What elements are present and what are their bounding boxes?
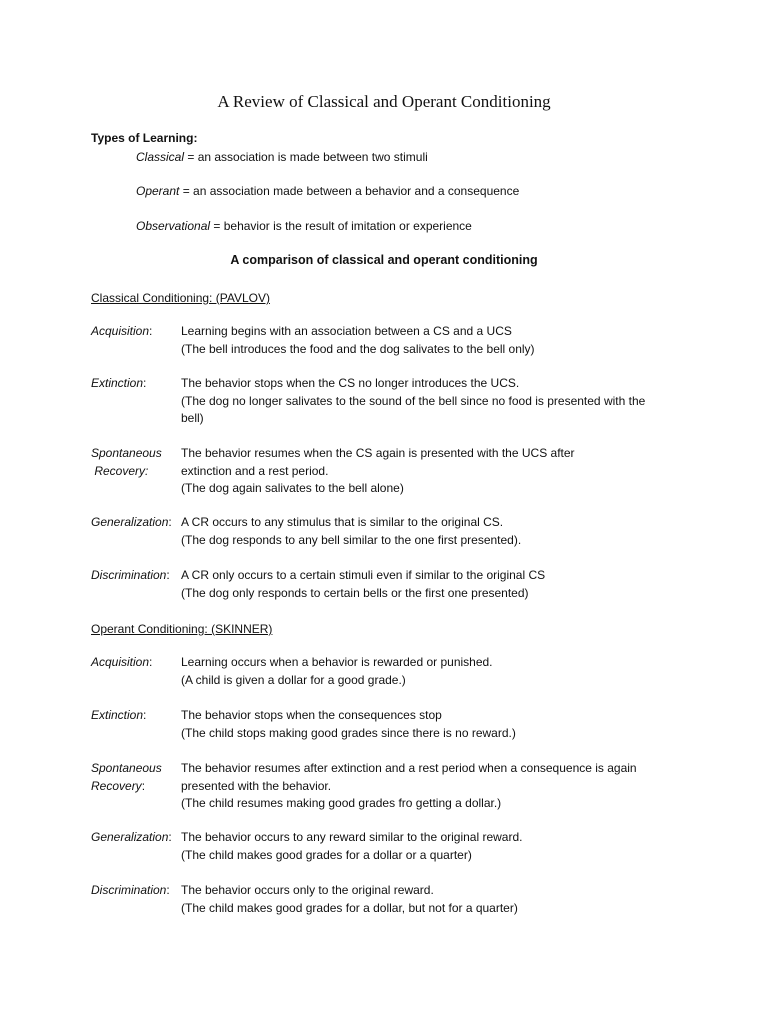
type-def: = an association made between a behavior and a consequence	[179, 184, 520, 198]
operant-term-spontaneous: Spontaneous Recovery:	[91, 761, 162, 793]
operant-term-discrimination: Discrimination:	[91, 883, 170, 897]
operant-term-extinction: Extinction:	[91, 708, 147, 722]
classical-term-discrimination: Discrimination:	[91, 568, 170, 582]
classical-term-extinction: Extinction:	[91, 376, 147, 390]
comparison-heading: A comparison of classical and operant conditioning	[230, 253, 538, 267]
operant-desc-discrimination: The behavior occurs only to the original reward. (The child makes good grades for a dollar, but not for a quarter)	[181, 883, 518, 915]
operant-desc-spontaneous: The behavior resumes after extinction and a rest period when a consequence is again presented with the behavior. (The child resumes making good grades fro getting a dollar.)	[181, 761, 637, 810]
classical-heading: Classical Conditioning: (PAVLOV)	[91, 291, 270, 305]
operant-heading: Operant Conditioning: (SKINNER)	[91, 622, 273, 636]
type-term: Classical	[136, 150, 185, 164]
type-def: = behavior is the result of imitation or experience	[210, 219, 472, 233]
page-title: A Review of Classical and Operant Conditioning	[217, 92, 551, 111]
types-heading: Types of Learning:	[91, 131, 198, 145]
operant-term-generalization: Generalization:	[91, 830, 172, 844]
classical-desc-discrimination: A CR only occurs to a certain stimuli even if similar to the original CS (The dog only responds to certain bells or the first one presented)	[181, 568, 546, 600]
classical-term-spontaneous: Spontaneous Recovery:	[91, 446, 162, 478]
type-term: Operant	[136, 184, 180, 198]
operant-desc-acquisition: Learning occurs when a behavior is rewarded or punished. (A child is given a dollar for a good grade.)	[181, 655, 493, 687]
operant-desc-generalization: The behavior occurs to any reward similar to the original reward. (The child makes good grades for a dollar or a quarter)	[181, 830, 523, 862]
classical-term-acquisition: Acquisition:	[91, 324, 153, 338]
type-classical	[136, 149, 428, 165]
classical-desc-generalization: A CR occurs to any stimulus that is similar to the original CS. (The dog responds to any bell similar to the one first presented).	[181, 515, 522, 547]
type-def: = an association is made between two stimuli	[184, 150, 428, 164]
classical-desc-spontaneous: The behavior resumes when the CS again is presented with the UCS after extinction and a rest period. (The dog again salivates to the bell alone)	[181, 446, 575, 495]
operant-term-acquisition: Acquisition:	[91, 655, 153, 669]
type-operant	[136, 183, 519, 199]
classical-term-generalization: Generalization:	[91, 515, 172, 529]
type-observational	[136, 218, 472, 234]
type-term: Observational	[136, 219, 211, 233]
classical-desc-extinction: The behavior stops when the CS no longer introduces the UCS. (The dog no longer salivates to the sound of the bell since no food is presented with the bell)	[181, 376, 646, 425]
operant-desc-extinction: The behavior stops when the consequences stop (The child stops making good grades since there is no reward.)	[181, 708, 516, 740]
classical-desc-acquisition: Learning begins with an association between a CS and a UCS (The bell introduces the food and the dog salivates to the bell only)	[181, 324, 535, 356]
